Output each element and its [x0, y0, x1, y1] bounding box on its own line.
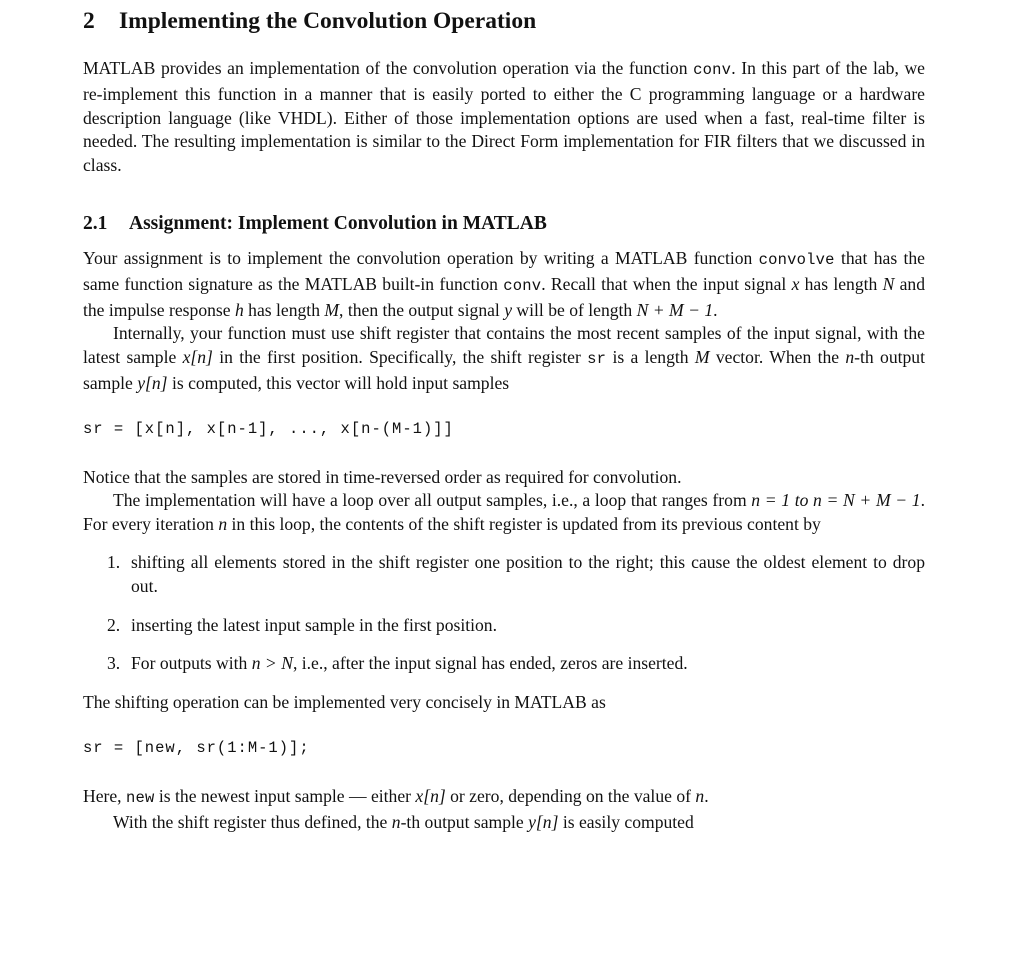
internal-text: -th output sample [83, 347, 925, 393]
math-xn: x[n] [182, 347, 213, 368]
math-yn: y[n] [528, 811, 559, 832]
conv-code: conv [693, 61, 732, 79]
new-code: new [125, 788, 155, 807]
subsection-heading [83, 211, 925, 237]
notice-paragraph: Notice that the samples are stored in time-reversed order as required for convolution. [83, 466, 682, 487]
final-text: is easily computed [558, 811, 694, 832]
loop-text: . For every iteration [83, 490, 925, 535]
assignment-text: . Recall that when the input signal [541, 273, 792, 294]
list-number: 1. [107, 551, 121, 572]
math-range: n = 1 to n = N + M − 1 [751, 490, 921, 511]
here-text: or zero, depending on the value of [445, 785, 696, 806]
shifting-paragraph: The shifting operation can be implemented very concisely in MATLAB as [83, 692, 606, 713]
here-paragraph [83, 785, 925, 811]
internal-text: is computed, this vector will hold input samples [167, 372, 510, 393]
math-n: n [695, 785, 705, 806]
assignment-text: and the impulse response [83, 273, 925, 320]
math-n: n [391, 811, 401, 832]
code-block-sr: sr = [x[n], x[n-1], ..., x[n-(M-1)]] [83, 419, 454, 438]
internal-text: in the first position. Specifically, the shift register [212, 347, 588, 368]
math-h: h [234, 299, 244, 320]
math-M: M [694, 347, 710, 368]
math-length: N + M − 1 [636, 299, 714, 320]
internal-text: Internally, your function must use shift register that contains the most recent samples of the input signal, with the latest sample [83, 323, 925, 368]
code-block-shift: sr = [new, sr(1:M-1)]; [83, 738, 310, 757]
math-y: y [504, 299, 513, 320]
list-number: 2. [107, 614, 121, 635]
intro-paragraph [83, 57, 925, 178]
loop-text: in this loop, the contents of the shift register is updated from its previous content by [227, 514, 821, 535]
assignment-text: , then the output signal [339, 299, 505, 320]
section-number: 2 [83, 8, 95, 34]
sr-code: sr [587, 350, 607, 369]
math-x: x [791, 273, 800, 294]
assignment-text: . [713, 299, 718, 320]
internal-text: vector. When the [709, 347, 846, 368]
math-M: M [324, 299, 340, 320]
internal-text: is a length [606, 347, 695, 368]
list-number: 3. [107, 653, 121, 674]
assignment-text: has length [243, 299, 325, 320]
here-text: . [704, 785, 709, 806]
subsection-title: Assignment: Implement Convolution in MATLAB [129, 212, 547, 234]
final-text: With the shift register thus defined, the [113, 811, 392, 832]
assignment-paragraph [83, 247, 925, 322]
list-text: shifting all elements stored in the shift register one position to the right; this cause the oldest element to drop out. [131, 551, 925, 596]
math-N: N [882, 273, 895, 294]
final-paragraph [83, 811, 925, 835]
document-page [83, 6, 925, 834]
list-text: For outputs with [131, 653, 252, 674]
final-text: -th output sample [400, 811, 529, 832]
internal-paragraph [83, 322, 925, 395]
math-n: n [218, 514, 228, 535]
here-text: Here, [83, 785, 126, 806]
subsection-number: 2.1 [83, 212, 108, 234]
here-text: is the newest input sample — either [154, 785, 416, 806]
math-n: n [845, 347, 855, 368]
section-title: Implementing the Convolution Operation [119, 8, 537, 34]
intro-text-a: MATLAB provides an implementation of the convolution operation via the function [83, 58, 694, 78]
math-yn: y[n] [137, 372, 168, 393]
list-item [83, 551, 925, 599]
list-item [83, 652, 925, 676]
convolve-code: convolve [758, 250, 835, 269]
loop-text: The implementation will have a loop over all output samples, i.e., a loop that ranges from [113, 490, 752, 511]
section-heading [83, 6, 925, 36]
list-text: , i.e., after the input signal has ended, zeros are inserted. [292, 653, 688, 674]
assignment-text: will be of length [512, 299, 637, 320]
loop-paragraph [83, 489, 925, 537]
assignment-text: has length [799, 273, 883, 294]
math-xn: x[n] [415, 785, 446, 806]
list-item [83, 614, 925, 638]
math-condition: n > N [251, 653, 293, 674]
steps-list [83, 551, 925, 676]
conv-code: conv [503, 276, 542, 295]
assignment-text: that has the same function signature as the MATLAB built-in function [83, 247, 925, 294]
assignment-text: Your assignment is to implement the convolution operation by writing a MATLAB function [83, 247, 759, 268]
list-text: inserting the latest input sample in the first position. [131, 614, 497, 635]
intro-text-b: . In this part of the lab, we re-implement this function in a manner that is easily ported to either the C programming language or a hardware description language (like VHDL). Either of those implementation options are used when a fast, real-time filter is needed. The resulting implementation is similar to the Direct Form implementation for FIR filters that we discussed in class. [83, 58, 925, 176]
